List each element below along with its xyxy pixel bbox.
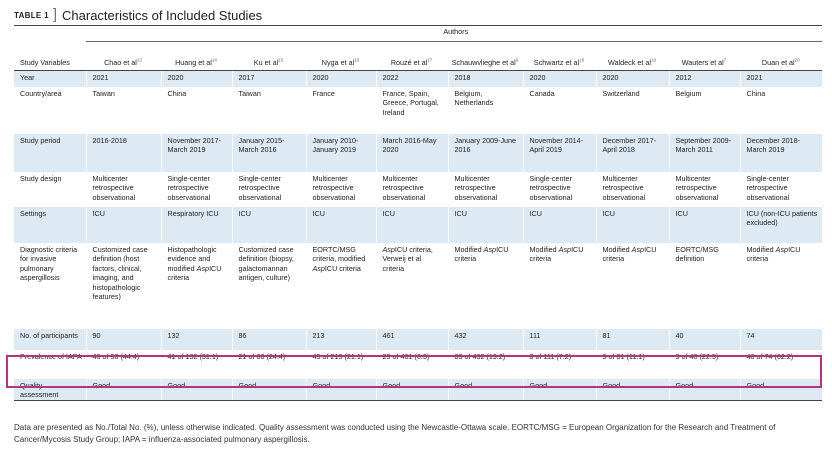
table-cell: 45 of 213 (21.1) xyxy=(306,350,376,379)
table-cell: ICU xyxy=(523,207,596,243)
author-ref[interactable]: 19 xyxy=(650,58,656,64)
author-ref[interactable]: 16 xyxy=(354,58,360,64)
table-cell: Single-center retrospective observational xyxy=(740,172,822,207)
table-cell: 8 of 111 (7.2) xyxy=(523,350,596,379)
author-ref[interactable]: 14 xyxy=(211,58,217,64)
table-cell: 2012 xyxy=(669,71,740,87)
table-cell: January 2010-January 2019 xyxy=(306,134,376,172)
table-cell: Single-center retrospective observational xyxy=(232,172,306,207)
table-cell: Good xyxy=(306,379,376,401)
author-header xyxy=(596,42,669,71)
author-header xyxy=(669,42,740,71)
author-ref[interactable]: 13 xyxy=(136,58,142,64)
table-row xyxy=(14,134,822,172)
header-row-group xyxy=(14,26,822,42)
author-name: Waldeck et al xyxy=(608,58,651,68)
table-cell: November 2014-April 2019 xyxy=(523,134,596,172)
table-row xyxy=(14,207,822,243)
table-title: Characteristics of Included Studies xyxy=(62,7,263,23)
table-row xyxy=(14,172,822,207)
table-cell: ICU xyxy=(232,207,306,243)
author-name: Huang et al xyxy=(175,58,212,68)
author-ref[interactable]: 20 xyxy=(794,58,800,64)
author-name: Rouzé et al xyxy=(390,58,428,68)
table-cell: 2021 xyxy=(740,71,822,87)
author-name: Nyga et al xyxy=(321,58,355,68)
table-cell: EORTC/MSG criteria, modified AspICU criteria xyxy=(306,243,376,329)
table-cell: Multicenter retrospective observational xyxy=(86,172,161,207)
table-cell: Taiwan xyxy=(86,87,161,134)
table-cell: Histopathologic evidence and modified AspICU criteria xyxy=(161,243,232,329)
author-name: Ku et al xyxy=(253,58,279,68)
table-cell: 40 xyxy=(669,329,740,350)
table-cell: 432 xyxy=(448,329,523,350)
table-cell: 2022 xyxy=(376,71,448,87)
table-cell: 2017 xyxy=(232,71,306,87)
table-cell: 2020 xyxy=(596,71,669,87)
table-cell: Good xyxy=(740,379,822,401)
author-name: Schwartz et al xyxy=(533,58,580,68)
author-header xyxy=(448,42,523,71)
row-label: Year xyxy=(14,71,86,87)
table-cell: 111 xyxy=(523,329,596,350)
header-row-authors xyxy=(14,42,822,71)
table-cell: 9 of 40 (22.5) xyxy=(669,350,740,379)
table-row xyxy=(14,350,822,379)
author-header xyxy=(161,42,232,71)
table-caption xyxy=(14,6,262,24)
table-cell: Modified AspICU criteria xyxy=(740,243,822,329)
author-ref[interactable]: 15 xyxy=(278,58,284,64)
author-header xyxy=(306,42,376,71)
row-label: Country/area xyxy=(20,88,62,98)
table-cell: Customized case definition (host factors, clinical, imaging, and histopathologic features) xyxy=(86,243,161,329)
table-cell: Good xyxy=(523,379,596,401)
author-header xyxy=(740,42,822,71)
table-cell: 2021 xyxy=(86,71,161,87)
table-cell: 83 of 432 (19.2) xyxy=(448,350,523,379)
table-cell: 74 xyxy=(740,329,822,350)
table-cell: September 2009-March 2011 xyxy=(669,134,740,172)
table-cell: ICU xyxy=(448,207,523,243)
table-cell: 213 xyxy=(306,329,376,350)
table-cell: 90 xyxy=(86,329,161,350)
row-label: No. of participants xyxy=(14,329,86,350)
row-label: Diagnostic criteria for invasive pulmonary aspergillosis xyxy=(20,244,78,283)
table-cell: France xyxy=(306,87,376,134)
table-cell: Single-center retrospective observational xyxy=(523,172,596,207)
author-name: Wauters et al xyxy=(681,58,724,68)
table-cell: Multicenter retrospective observational xyxy=(376,172,448,207)
table-cell: Customized case definition (biopsy, galactomannan antigen, culture) xyxy=(232,243,306,329)
table-cell: 40 of 90 (44.4) xyxy=(86,350,161,379)
table-row xyxy=(14,379,822,401)
table-row xyxy=(14,329,822,350)
table-footnote: Data are presented as No./Total No. (%), unless otherwise indicated. Quality assessment was conducted using the Newcastle-Ottawa scale. EORTC/MSG = European Organization for the Research and Treatment of Cancer/Mycosis Study Group; IAPA = influenza-associated pulmonary aspergillosis. xyxy=(14,423,776,444)
table-cell: ICU xyxy=(596,207,669,243)
studies-table xyxy=(14,25,822,401)
row-label: Prevalence of IAPA xyxy=(20,351,82,361)
table-cell: Multicenter retrospective observational xyxy=(448,172,523,207)
table-cell: EORTC/MSG definition xyxy=(669,243,740,329)
table-cell: Single-center retrospective observational xyxy=(161,172,232,207)
header-empty xyxy=(14,26,86,42)
table-cell: January 2015-March 2016 xyxy=(232,134,306,172)
table-row xyxy=(14,71,822,87)
table-cell: 2020 xyxy=(523,71,596,87)
table-cell: Good xyxy=(161,379,232,401)
table-cell: January 2009-June 2016 xyxy=(448,134,523,172)
caption-bracket: ] xyxy=(52,5,58,23)
table-cell: Good xyxy=(448,379,523,401)
table-cell: Modified AspICU criteria xyxy=(523,243,596,329)
table-cell: Multicenter retrospective observational xyxy=(596,172,669,207)
row-label: Settings xyxy=(14,207,86,243)
author-header xyxy=(376,42,448,71)
author-name: Schauwvlieghe et al xyxy=(451,58,516,68)
table-body xyxy=(14,71,822,401)
table-cell: 21 of 86 (24.4) xyxy=(232,350,306,379)
table-cell: ICU xyxy=(376,207,448,243)
table-cell: 2016-2018 xyxy=(86,134,161,172)
row-label: Quality assessment xyxy=(14,379,86,401)
table-cell: France, Spain, Greece, Portugal, Ireland xyxy=(376,87,448,134)
table-cell: Good xyxy=(376,379,448,401)
author-name: Duan et al xyxy=(761,58,795,68)
table-cell: 41 of 132 (31.1) xyxy=(161,350,232,379)
author-ref[interactable]: 18 xyxy=(579,58,585,64)
table-label: TABLE 1 xyxy=(14,10,49,20)
table-row xyxy=(14,87,822,134)
table-cell: 29 of 461 (6.3) xyxy=(376,350,448,379)
table-cell: Belgium xyxy=(669,87,740,134)
table-cell: Good xyxy=(596,379,669,401)
table-cell: 2018 xyxy=(448,71,523,87)
table-cell: 86 xyxy=(232,329,306,350)
table-cell: November 2017-March 2019 xyxy=(161,134,232,172)
table-cell: Modified AspICU criteria xyxy=(448,243,523,329)
table-cell: Switzerland xyxy=(596,87,669,134)
table-cell: ICU (non-ICU patients excluded) xyxy=(740,207,822,243)
table-cell: Good xyxy=(86,379,161,401)
table-cell: China xyxy=(740,87,822,134)
study-variables-header: Study Variables xyxy=(14,42,86,71)
table-cell: Good xyxy=(669,379,740,401)
table-cell: Multicenter retrospective observational xyxy=(669,172,740,207)
table-cell: 132 xyxy=(161,329,232,350)
table-cell: Multicenter retrospective observational xyxy=(306,172,376,207)
table-cell: ICU xyxy=(86,207,161,243)
table-cell: ICU xyxy=(306,207,376,243)
table-cell: Respiratory ICU xyxy=(161,207,232,243)
author-ref[interactable]: 6 xyxy=(515,58,519,64)
table-cell: December 2018-March 2019 xyxy=(740,134,822,172)
table-cell: AspICU criteria, Verweij et al criteria xyxy=(376,243,448,329)
table-cell: 81 xyxy=(596,329,669,350)
table-cell: 9 of 81 (11.1) xyxy=(596,350,669,379)
authors-group-header: Authors xyxy=(86,26,822,42)
table-cell: Taiwan xyxy=(232,87,306,134)
table-cell: Modified AspICU criteria xyxy=(596,243,669,329)
author-name: Chao et al xyxy=(104,58,137,68)
row-label: Study period xyxy=(14,134,86,172)
table-cell: 461 xyxy=(376,329,448,350)
author-header xyxy=(232,42,306,71)
author-ref[interactable]: 17 xyxy=(427,58,433,64)
table-cell: Canada xyxy=(523,87,596,134)
table-cell: 2020 xyxy=(161,71,232,87)
author-header xyxy=(86,42,161,71)
table-cell: Belgium, Netherlands xyxy=(448,87,523,134)
author-header xyxy=(523,42,596,71)
table-cell: Good xyxy=(232,379,306,401)
row-label: Study design xyxy=(20,173,62,183)
table-cell: 46 of 74 (62.2) xyxy=(740,350,822,379)
table-cell: March 2016-May 2020 xyxy=(376,134,448,172)
table-cell: ICU xyxy=(669,207,740,243)
table-cell: 2020 xyxy=(306,71,376,87)
author-ref[interactable]: 7 xyxy=(723,58,727,64)
table-row xyxy=(14,243,822,329)
table-cell: December 2017-April 2018 xyxy=(596,134,669,172)
table-cell: China xyxy=(161,87,232,134)
